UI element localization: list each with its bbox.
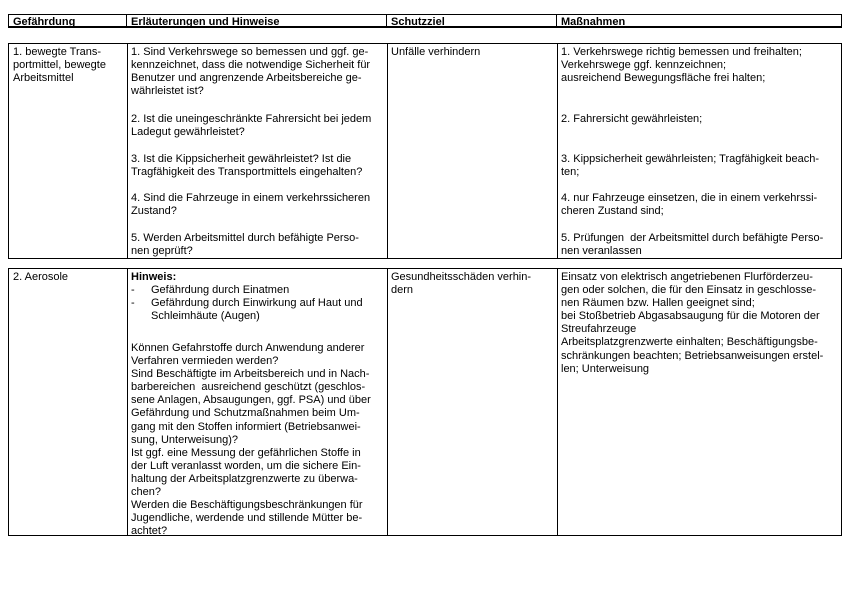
hint-bullet <box>131 284 385 297</box>
explanation-line: nen geprüft? <box>131 245 193 258</box>
explanation-line: Gefährdung und Schutzmaßnahmen beim Um- <box>131 407 360 420</box>
header-goal: Schutzziel <box>386 14 557 28</box>
measure-line: Streufahrzeuge <box>561 323 637 336</box>
explanation-line: Können Gefahrstoffe durch Anwendung anderer <box>131 342 365 354</box>
column-divider <box>387 269 388 535</box>
goal-cell <box>391 271 531 297</box>
measure-item-5 <box>561 232 823 258</box>
hazard-cell <box>13 46 106 85</box>
explanation-text <box>131 342 371 538</box>
bullet-dash: - <box>131 297 135 310</box>
hazard-line: portmittel, bewegte <box>13 59 106 72</box>
table-header <box>8 14 842 31</box>
header-hazard: Gefährdung <box>8 14 127 28</box>
measure-line: nen veranlassen <box>561 245 642 258</box>
explanation-item-1 <box>131 46 370 98</box>
measure-item-2 <box>561 113 702 126</box>
bullet-text: Gefährdung durch Einwirkung auf Haut und <box>151 297 363 310</box>
explanation-line: haltung der Arbeitsplatzgrenzwerte zu überwa- <box>131 472 358 485</box>
explanations-cell <box>131 271 385 538</box>
measure-line: 1. Verkehrswege richtig bemessen und freihalten; <box>561 46 802 58</box>
measure-line: len; Unterweisung <box>561 362 650 375</box>
explanation-line: Benutzer und angrenzende Arbeitsbereiche ge- <box>131 72 362 85</box>
column-divider <box>387 44 388 258</box>
header-explanations: Erläuterungen und Hinweise <box>126 14 387 28</box>
measure-line: Arbeitsplatzgrenzwerte einhalten; Beschäftigungsbe- <box>561 336 818 349</box>
measure-line: 5. Prüfungen der Arbeitsmittel durch befähigte Perso- <box>561 232 824 244</box>
measures-cell <box>561 271 841 376</box>
explanation-line: sung, Unterweisung)? <box>131 433 239 446</box>
column-divider <box>127 269 128 535</box>
measure-line: 3. Kippsicherheit gewährleisten; Tragfähigkeit beach- <box>561 153 820 165</box>
explanation-line: 3. Ist die Kippsicherheit gewährleistet? Ist die <box>131 153 352 165</box>
explanation-line: der Luft veranlasst worden, um die sichere Ein- <box>131 459 361 472</box>
explanation-line: barbereichen ausreichend geschützt (geschlos- <box>131 381 366 394</box>
measure-line: bei Stoßbetrieb Abgasabsaugung für die Motoren der <box>561 310 820 323</box>
explanation-line: Werden die Beschäftigungsbeschränkungen für <box>131 499 363 512</box>
explanation-line: Zustand? <box>131 205 177 218</box>
explanation-line: Ist ggf. eine Messung der gefährlichen Stoffe in <box>131 446 361 459</box>
measure-line: Einsatz von elektrisch angetriebenen Flurförderzeu- <box>561 271 813 283</box>
measure-line: cheren Zustand sind; <box>561 205 664 218</box>
goal-line: dern <box>391 284 414 297</box>
goal-line: Gesundheitsschäden verhin- <box>391 271 532 283</box>
explanation-line: gang mit den Stoffen informiert (Betriebsanwei- <box>131 420 361 433</box>
goal-line: Unfälle verhindern <box>391 46 481 58</box>
table-row-aerosols <box>8 268 842 536</box>
measure-item-3 <box>561 153 819 179</box>
explanation-line: kennzeichnet, dass die notwendige Sicherheit für <box>131 59 371 72</box>
explanation-line: sene Anlagen, Absaugungen, ggf. PSA) und über <box>131 394 371 407</box>
measure-item-4 <box>561 192 817 218</box>
explanation-line: Sind Beschäftigte im Arbeitsbereich und in Nach- <box>131 368 370 381</box>
explanation-line: 1. Sind Verkehrswege so bemessen und ggf. ge- <box>131 46 369 58</box>
measure-line: Verkehrswege ggf. kennzeichnen; <box>561 59 727 72</box>
table-row-transport <box>8 43 842 259</box>
measure-line: 2. Fahrersicht gewährleisten; <box>561 113 703 125</box>
hazard-line: Arbeitsmittel <box>13 72 74 85</box>
column-divider <box>127 44 128 258</box>
hint-bullet <box>131 297 385 323</box>
explanation-line: 2. Ist die uneingeschränkte Fahrersicht bei jedem <box>131 113 372 125</box>
explanation-line: 4. Sind die Fahrzeuge in einem verkehrssicheren <box>131 192 371 204</box>
explanation-line: währleistet ist? <box>131 85 204 98</box>
explanation-line: Tragfähigkeit des Transportmittels eingehalten? <box>131 166 363 179</box>
explanation-item-5 <box>131 232 359 258</box>
measure-line: ten; <box>561 166 580 179</box>
measure-line: 4. nur Fahrzeuge einsetzen, die in einem verkehrssi- <box>561 192 818 204</box>
measure-item-1 <box>561 46 802 85</box>
explanation-line: Verfahren vermieden werden? <box>131 355 279 368</box>
header-measures: Maßnahmen <box>556 14 842 28</box>
measure-line: ausreichend Bewegungsfläche frei halten; <box>561 72 766 85</box>
explanation-line: Jugendliche, werdende und stillende Mütter be- <box>131 512 363 525</box>
explanation-line: chen? <box>131 486 161 499</box>
explanation-item-3 <box>131 153 362 179</box>
hazard-line: 2. Aerosole <box>13 271 69 283</box>
bullet-dash: - <box>131 284 135 297</box>
explanation-item-4 <box>131 192 370 218</box>
explanation-line: achtet? <box>131 525 168 538</box>
goal-cell <box>391 46 480 59</box>
measure-line: gen oder solchen, die für den Einsatz in geschlosse- <box>561 284 816 297</box>
measure-line: nen Räumen bzw. Hallen geeignet sind; <box>561 297 755 310</box>
explanation-line: Ladegut gewährleistet? <box>131 126 245 139</box>
bullet-text: Schleimhäute (Augen) <box>151 310 260 323</box>
hazard-line: 1. bewegte Trans- <box>13 46 102 58</box>
column-divider <box>557 269 558 535</box>
measure-line: schränkungen beachten; Betriebsanweisungen erstel- <box>561 349 824 362</box>
hazard-cell <box>13 271 68 284</box>
bullet-text: Gefährdung durch Einatmen <box>151 284 290 297</box>
column-divider <box>557 44 558 258</box>
explanation-item-2 <box>131 113 371 139</box>
hint-title: Hinweis: <box>131 271 177 283</box>
explanation-line: 5. Werden Arbeitsmittel durch befähigte Perso- <box>131 232 359 244</box>
